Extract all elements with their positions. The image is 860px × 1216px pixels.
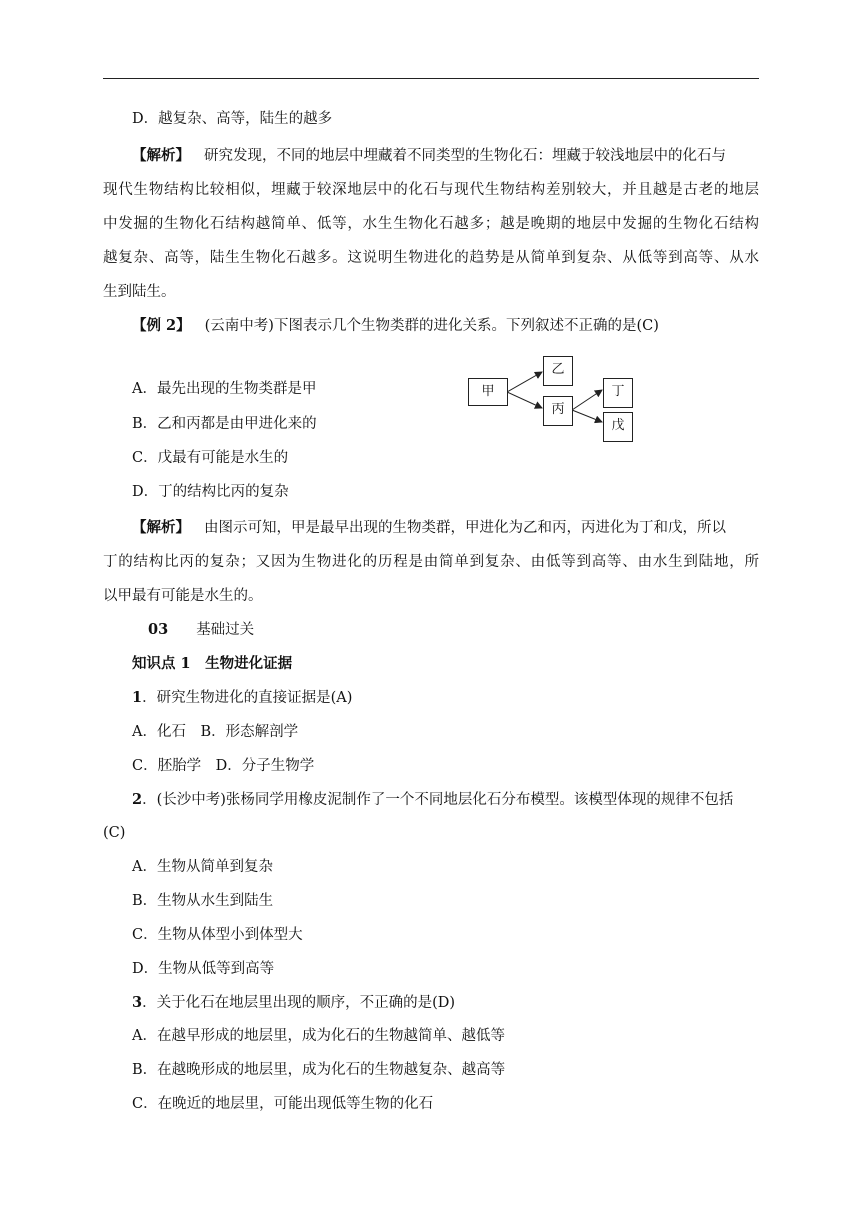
option-d-previous: D．越复杂、高等，陆生的越多 [132,111,333,127]
question-text: ．(长沙中考)张杨同学用橡皮泥制作了一个不同地层化石分布模型。该模型体现的规律不包括 [142,792,734,808]
question-3-option-a: A．在越早形成的地层里，成为化石的生物越简单、越低等 [132,1028,505,1044]
example-2-option-a: A．最先出现的生物类群是甲 [132,381,317,397]
example-tag: 【例 2】 [132,317,191,334]
question-1-options-ab: A．化石 B．形态解剖学 [132,724,299,740]
question-2-option-d: D．生物从低等到高等 [132,961,275,977]
node-ding: 丁 [603,378,633,408]
node-bing: 丙 [543,396,573,426]
question-2-option-b: B．生物从水生到陆生 [132,893,274,909]
section-title: 基础过关 [196,622,255,638]
question-3-option-b: B．在越晚形成的地层里，成为化石的生物越复杂、越高等 [132,1062,506,1078]
question-text: ．关于化石在地层里出现的顺序，不正确的是(D) [142,995,456,1011]
question-text: ．研究生物进化的直接证据是(A) [142,690,353,706]
analysis-2-line-2: 丁的结构比丙的复杂；又因为生物进化的历程是由简单到复杂、由低等到高等、由水生到陆地，所 [103,554,759,570]
question-number: 2 [132,791,143,808]
analysis-1-line-1 [132,146,788,166]
question-2-option-c: C．生物从体型小到体型大 [132,927,303,943]
node-wu: 戊 [603,412,633,442]
example-2-option-c: C．戊最有可能是水生的 [132,450,289,466]
question-1-options-cd: C．胚胎学 D．分子生物学 [132,758,315,774]
example-2-question [132,316,788,336]
analysis-tag: 【解析】 [132,519,190,536]
example-2-option-b: B．乙和丙都是由甲进化来的 [132,416,317,432]
question-number: 1 [132,689,143,706]
section-number: 03 [148,621,169,638]
question-1 [132,688,788,708]
analysis-tag: 【解析】 [132,147,190,164]
knowledge-point-title: 知识点 1 生物进化证据 [132,655,293,672]
question-3 [132,993,788,1013]
question-2-option-a: A．生物从简单到复杂 [132,859,273,875]
analysis-2-line-1 [132,518,788,538]
analysis-text: 由图示可知，甲是最早出现的生物类群，甲进化为乙和丙，丙进化为丁和戊，所以 [204,520,726,536]
node-yi: 乙 [543,356,573,386]
node-jia: 甲 [468,378,508,406]
example-text: (云南中考)下图表示几个生物类群的进化关系。下列叙述不正确的是(C) [204,318,659,334]
question-number: 3 [132,994,143,1011]
question-3-option-c: C．在晚近的地层里，可能出现低等生物的化石 [132,1096,434,1112]
analysis-1-line-3: 中发掘的生物化石结构越简单、低等，水生生物化石越多；越是晚期的地层中发掘的生物化石结构 [103,216,759,232]
question-2-answer: (C) [103,825,126,841]
analysis-1-line-5: 生到陆生。 [103,284,176,300]
analysis-1-line-2: 现代生物结构比较相似，埋藏于较深地层中的化石与现代生物结构差别较大，并且越是古老的地层 [103,182,759,198]
analysis-text: 研究发现，不同的地层中埋藏着不同类型的生物化石：埋藏于较浅地层中的化石与 [204,148,726,164]
analysis-2-line-3: 以甲最有可能是水生的。 [103,588,263,604]
evolution-diagram [465,350,645,450]
analysis-1-line-4: 越复杂、高等，陆生生物化石越多。这说明生物进化的趋势是从简单到复杂、从低等到高等、从水 [103,250,759,266]
question-2 [132,790,788,810]
header-rule [103,78,759,79]
example-2-option-d: D．丁的结构比丙的复杂 [132,484,289,500]
section-heading [148,620,804,640]
